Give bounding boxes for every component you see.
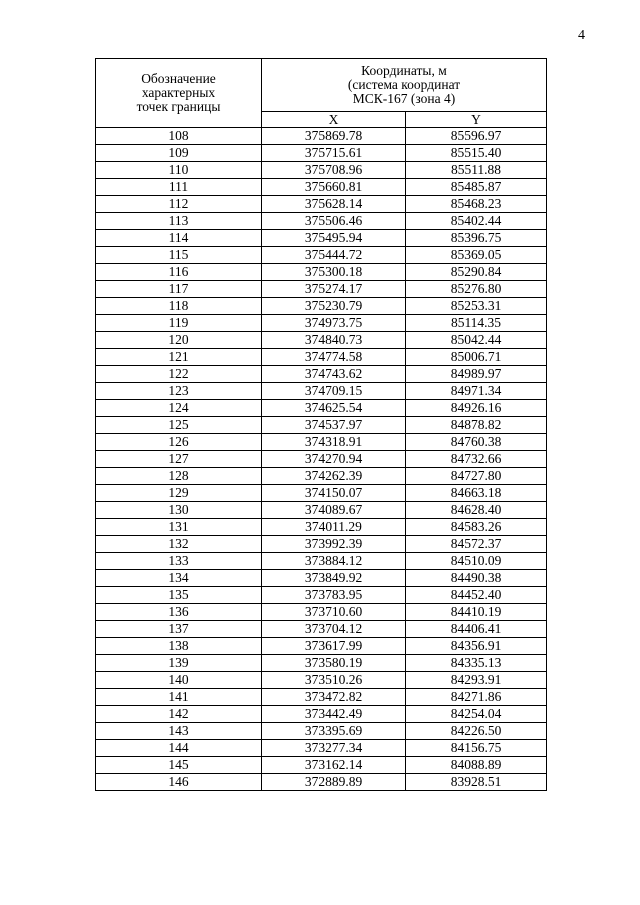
point-number-cell: 126 (96, 434, 262, 451)
point-number-cell: 123 (96, 383, 262, 400)
y-coordinate-cell: 84293.91 (406, 672, 547, 689)
x-coordinate-cell: 373472.82 (262, 689, 406, 706)
table-row (96, 247, 547, 264)
table-row (96, 400, 547, 417)
y-coordinate-cell: 85402.44 (406, 213, 547, 230)
point-number-cell: 128 (96, 468, 262, 485)
x-coordinate-cell: 373580.19 (262, 655, 406, 672)
x-coordinate-cell: 374743.62 (262, 366, 406, 383)
table-row (96, 417, 547, 434)
x-coordinate-cell: 375444.72 (262, 247, 406, 264)
y-coordinate-cell: 85511.88 (406, 162, 547, 179)
point-number-cell: 134 (96, 570, 262, 587)
y-coordinate-cell: 84356.91 (406, 638, 547, 655)
point-number-cell: 137 (96, 621, 262, 638)
y-coordinate-cell: 84926.16 (406, 400, 547, 417)
y-coordinate-cell: 84572.37 (406, 536, 547, 553)
point-number-cell: 108 (96, 128, 262, 145)
table-row (96, 196, 547, 213)
table-row (96, 570, 547, 587)
table-row (96, 230, 547, 247)
x-coordinate-cell: 375506.46 (262, 213, 406, 230)
point-number-cell: 113 (96, 213, 262, 230)
y-coordinate-cell: 84727.80 (406, 468, 547, 485)
y-coordinate-cell: 84254.04 (406, 706, 547, 723)
x-coordinate-cell: 373849.92 (262, 570, 406, 587)
x-coordinate-cell: 375300.18 (262, 264, 406, 281)
x-coordinate-cell: 375708.96 (262, 162, 406, 179)
table-header (96, 59, 547, 128)
x-coordinate-cell: 373710.60 (262, 604, 406, 621)
table-row (96, 604, 547, 621)
y-coordinate-cell: 84971.34 (406, 383, 547, 400)
x-coordinate-cell: 373395.69 (262, 723, 406, 740)
x-coordinate-cell: 374774.58 (262, 349, 406, 366)
table-row (96, 689, 547, 706)
table-row (96, 213, 547, 230)
point-number-cell: 138 (96, 638, 262, 655)
y-coordinate-cell: 85485.87 (406, 179, 547, 196)
x-coordinate-cell: 374262.39 (262, 468, 406, 485)
table-row (96, 553, 547, 570)
table-row (96, 740, 547, 757)
point-number-cell: 122 (96, 366, 262, 383)
x-coordinate-cell: 375660.81 (262, 179, 406, 196)
y-coordinate-cell: 84452.40 (406, 587, 547, 604)
x-coordinate-cell: 373783.95 (262, 587, 406, 604)
point-number-cell: 143 (96, 723, 262, 740)
y-coordinate-cell: 84271.86 (406, 689, 547, 706)
x-coordinate-cell: 374318.91 (262, 434, 406, 451)
point-number-cell: 142 (96, 706, 262, 723)
table-row (96, 451, 547, 468)
table-row (96, 587, 547, 604)
point-number-cell: 130 (96, 502, 262, 519)
y-coordinate-cell: 84406.41 (406, 621, 547, 638)
table-body (96, 128, 547, 791)
y-coordinate-cell: 85290.84 (406, 264, 547, 281)
point-number-cell: 116 (96, 264, 262, 281)
x-coordinate-cell: 373277.34 (262, 740, 406, 757)
table-row (96, 366, 547, 383)
y-coordinate-cell: 84732.66 (406, 451, 547, 468)
coordinates-header (262, 59, 547, 112)
y-coordinate-cell: 84989.97 (406, 366, 547, 383)
y-coordinate-cell: 85369.05 (406, 247, 547, 264)
point-number-cell: 129 (96, 485, 262, 502)
table-row (96, 349, 547, 366)
y-coordinate-cell: 84663.18 (406, 485, 547, 502)
table-row (96, 621, 547, 638)
point-number-cell: 112 (96, 196, 262, 213)
point-number-cell: 146 (96, 774, 262, 791)
x-coordinate-cell: 373992.39 (262, 536, 406, 553)
point-number-cell: 133 (96, 553, 262, 570)
y-coordinate-cell: 85396.75 (406, 230, 547, 247)
table-row (96, 434, 547, 451)
coordinates-header-label: Координаты, м (система координат МСК-167 (зона 4) (347, 63, 461, 106)
x-coordinate-cell: 375230.79 (262, 298, 406, 315)
y-coordinate-cell: 84410.19 (406, 604, 547, 621)
x-coordinate-cell: 374840.73 (262, 332, 406, 349)
y-coordinate-cell: 84490.38 (406, 570, 547, 587)
x-coordinate-cell: 375869.78 (262, 128, 406, 145)
x-coordinate-cell: 373704.12 (262, 621, 406, 638)
table-row (96, 264, 547, 281)
y-coordinate-cell: 84583.26 (406, 519, 547, 536)
table-row (96, 315, 547, 332)
point-number-cell: 135 (96, 587, 262, 604)
point-number-cell: 144 (96, 740, 262, 757)
point-number-cell: 111 (96, 179, 262, 196)
x-coordinate-cell: 374089.67 (262, 502, 406, 519)
point-number-cell: 124 (96, 400, 262, 417)
y-column-header: Y (406, 112, 547, 128)
x-coordinate-cell: 374011.29 (262, 519, 406, 536)
point-number-cell: 109 (96, 145, 262, 162)
x-coordinate-cell: 374537.97 (262, 417, 406, 434)
table-row (96, 485, 547, 502)
x-coordinate-cell: 374709.15 (262, 383, 406, 400)
point-designation-header (96, 59, 262, 128)
y-coordinate-cell: 85515.40 (406, 145, 547, 162)
table-row (96, 128, 547, 145)
x-coordinate-cell: 373510.26 (262, 672, 406, 689)
x-coordinate-cell: 375274.17 (262, 281, 406, 298)
point-number-cell: 119 (96, 315, 262, 332)
y-coordinate-cell: 85114.35 (406, 315, 547, 332)
table-row (96, 774, 547, 791)
table-row (96, 655, 547, 672)
y-coordinate-cell: 84510.09 (406, 553, 547, 570)
point-number-cell: 141 (96, 689, 262, 706)
point-number-cell: 110 (96, 162, 262, 179)
x-coordinate-cell: 375628.14 (262, 196, 406, 213)
point-number-cell: 127 (96, 451, 262, 468)
y-coordinate-cell: 85042.44 (406, 332, 547, 349)
table-row (96, 638, 547, 655)
point-number-cell: 114 (96, 230, 262, 247)
table-row (96, 383, 547, 400)
y-coordinate-cell: 84335.13 (406, 655, 547, 672)
point-number-cell: 120 (96, 332, 262, 349)
table-row (96, 281, 547, 298)
x-coordinate-cell: 372889.89 (262, 774, 406, 791)
point-number-cell: 131 (96, 519, 262, 536)
x-coordinate-cell: 375495.94 (262, 230, 406, 247)
y-coordinate-cell: 84878.82 (406, 417, 547, 434)
x-coordinate-cell: 373162.14 (262, 757, 406, 774)
table-row (96, 468, 547, 485)
x-coordinate-cell: 374150.07 (262, 485, 406, 502)
x-coordinate-cell: 373884.12 (262, 553, 406, 570)
x-coordinate-cell: 374973.75 (262, 315, 406, 332)
x-coordinate-cell: 375715.61 (262, 145, 406, 162)
x-coordinate-cell: 374270.94 (262, 451, 406, 468)
x-column-header: X (262, 112, 406, 128)
point-number-cell: 145 (96, 757, 262, 774)
point-designation-header-label: Обозначение характерных точек границы (136, 71, 221, 114)
table-row (96, 706, 547, 723)
point-number-cell: 115 (96, 247, 262, 264)
point-number-cell: 125 (96, 417, 262, 434)
y-coordinate-cell: 84088.89 (406, 757, 547, 774)
table-row (96, 502, 547, 519)
y-coordinate-cell: 83928.51 (406, 774, 547, 791)
table-row (96, 536, 547, 553)
y-coordinate-cell: 85006.71 (406, 349, 547, 366)
y-coordinate-cell: 85468.23 (406, 196, 547, 213)
point-number-cell: 121 (96, 349, 262, 366)
page-number: 4 (578, 28, 585, 43)
table-row (96, 519, 547, 536)
y-coordinate-cell: 85596.97 (406, 128, 547, 145)
y-coordinate-cell: 84156.75 (406, 740, 547, 757)
x-coordinate-cell: 373617.99 (262, 638, 406, 655)
y-coordinate-cell: 85253.31 (406, 298, 547, 315)
point-number-cell: 132 (96, 536, 262, 553)
y-coordinate-cell: 84760.38 (406, 434, 547, 451)
table-row (96, 672, 547, 689)
point-number-cell: 118 (96, 298, 262, 315)
table-row (96, 162, 547, 179)
y-coordinate-cell: 85276.80 (406, 281, 547, 298)
y-coordinate-cell: 84226.50 (406, 723, 547, 740)
y-coordinate-cell: 84628.40 (406, 502, 547, 519)
table-row (96, 298, 547, 315)
coordinates-table (95, 58, 547, 791)
table-row (96, 179, 547, 196)
point-number-cell: 117 (96, 281, 262, 298)
table-row (96, 145, 547, 162)
table-row (96, 723, 547, 740)
point-number-cell: 140 (96, 672, 262, 689)
x-coordinate-cell: 373442.49 (262, 706, 406, 723)
point-number-cell: 136 (96, 604, 262, 621)
point-number-cell: 139 (96, 655, 262, 672)
x-coordinate-cell: 374625.54 (262, 400, 406, 417)
table-row (96, 757, 547, 774)
table-row (96, 332, 547, 349)
